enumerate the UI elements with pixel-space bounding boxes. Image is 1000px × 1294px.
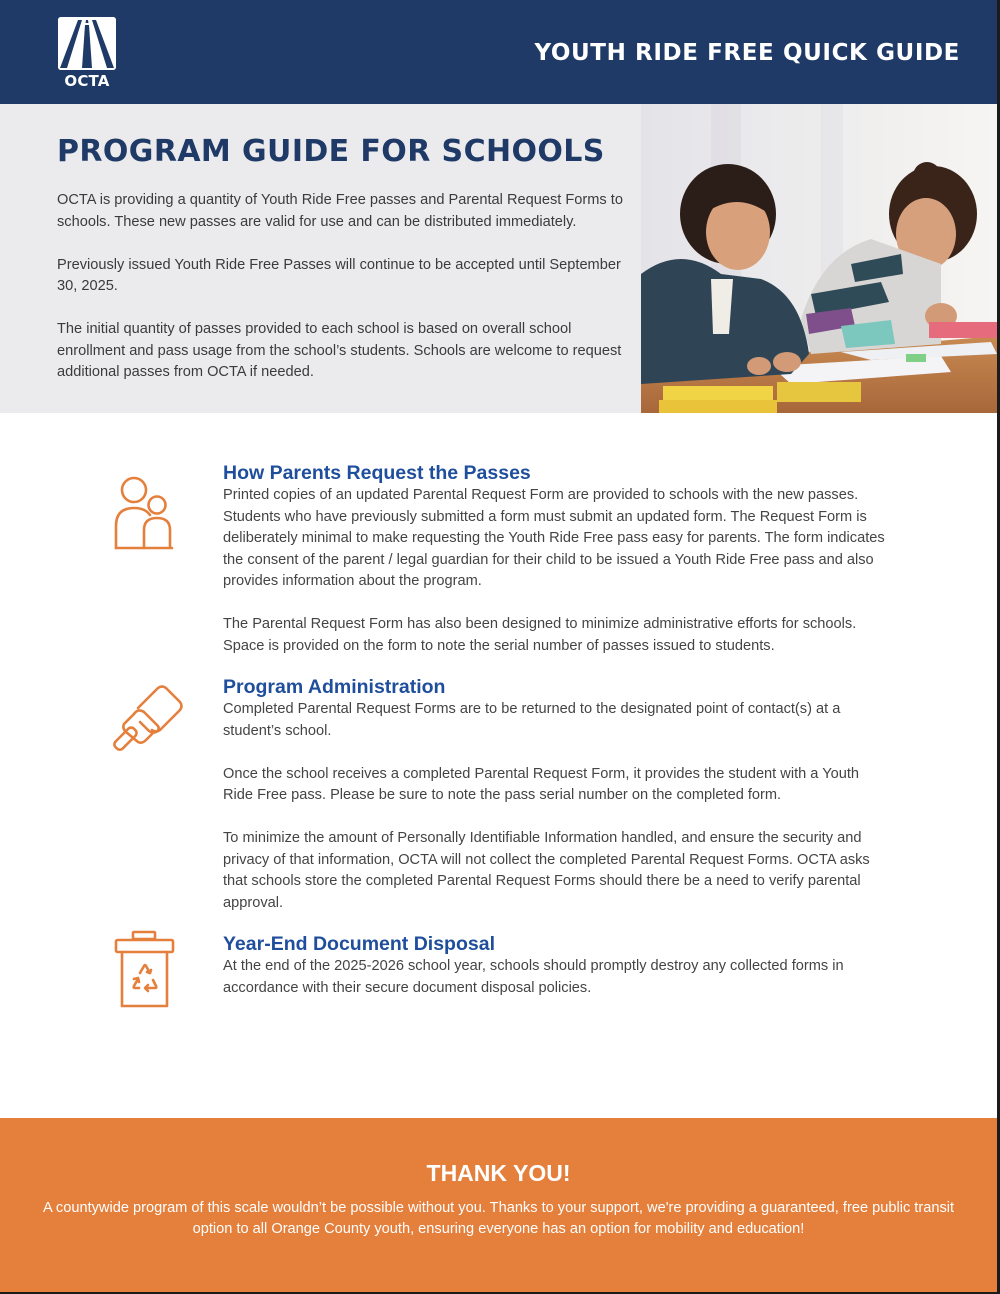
section-paragraph: The Parental Request Form has also been designed to minimize administrative efforts for schools. Space is provided on the form to note the serial number of passes issued to students.	[223, 616, 857, 654]
intro-panel	[0, 104, 641, 413]
section-content	[223, 933, 893, 1021]
guide-title	[534, 40, 960, 66]
page-title: PROGRAM GUIDE FOR SCHOOLS	[57, 134, 605, 169]
parent-child-icon	[100, 468, 190, 558]
section-paragraph: Printed copies of an updated Parental Request Form are provided to schools with the new passes. Students who have previously submitted a form must submit an updated form. The Request Form is deliberately minimal to make requesting the Youth Ride Free pass easy for parents. The form indicates the consent of the parent / legal guardian for their child to be issued a Youth Ride Free pass and also provides information about the program.	[223, 487, 885, 589]
intro-paragraph: Previously issued Youth Ride Free Passes will continue to be accepted until September 30, 2025.	[57, 256, 621, 294]
section-content	[223, 676, 893, 936]
octa-logo	[58, 17, 116, 89]
hand-holding-pass-icon	[100, 674, 190, 764]
recycle-bin-icon	[100, 926, 190, 1016]
section-heading: Program Administration	[223, 676, 446, 698]
intro-paragraph: OCTA is providing a quantity of Youth Ride Free passes and Parental Request Forms to schools. These new passes are valid for use and can be distributed immediately.	[57, 192, 623, 230]
guide-title-suffix: QUICK GUIDE	[774, 40, 960, 66]
intro-body	[57, 190, 627, 405]
octa-road-logo-icon	[58, 17, 116, 70]
section-paragraph: To minimize the amount of Personally Identifiable Information handled, and ensure the security and privacy of that information, OCTA will not collect the completed Parental Request Forms. OCTA asks that schools store the completed Parental Request Forms should there be a need to verify parental approval.	[223, 830, 870, 911]
section-paragraph: Completed Parental Request Forms are to be returned to the designated point of contact(s) at a student’s school.	[223, 701, 841, 739]
section-content	[223, 462, 893, 679]
intro-paragraph: The initial quantity of passes provided to each school is based on overall school enrollment and pass usage from the school’s students. Schools are welcome to request additional passes from OCTA if needed.	[57, 321, 622, 380]
section-heading: Year-End Document Disposal	[223, 933, 495, 955]
section-paragraph: Once the school receives a completed Parental Request Form, it provides the student with a Youth Ride Free pass. Please be sure to note the pass serial number on the completed form.	[223, 765, 859, 803]
section-heading: How Parents Request the Passes	[223, 462, 531, 484]
thank-you-banner	[0, 1118, 997, 1292]
thank-you-title: THANK YOU!	[426, 1160, 571, 1186]
logo-text: OCTA	[64, 72, 110, 90]
section-paragraph: At the end of the 2025-2026 school year, schools should promptly destroy any collected forms in accordance with their secure document disposal policies.	[223, 958, 844, 996]
header-banner	[0, 0, 997, 104]
thank-you-message: A countywide program of this scale wouldn’t be possible without you. Thanks to your support, we're providing a guaranteed, free public transit option to all Orange County youth, ensuring everyone has an option for mobility and education!	[42, 1200, 955, 1237]
guide-title-program: YOUTH RIDE FREE	[534, 40, 775, 66]
students-photo	[641, 104, 997, 413]
